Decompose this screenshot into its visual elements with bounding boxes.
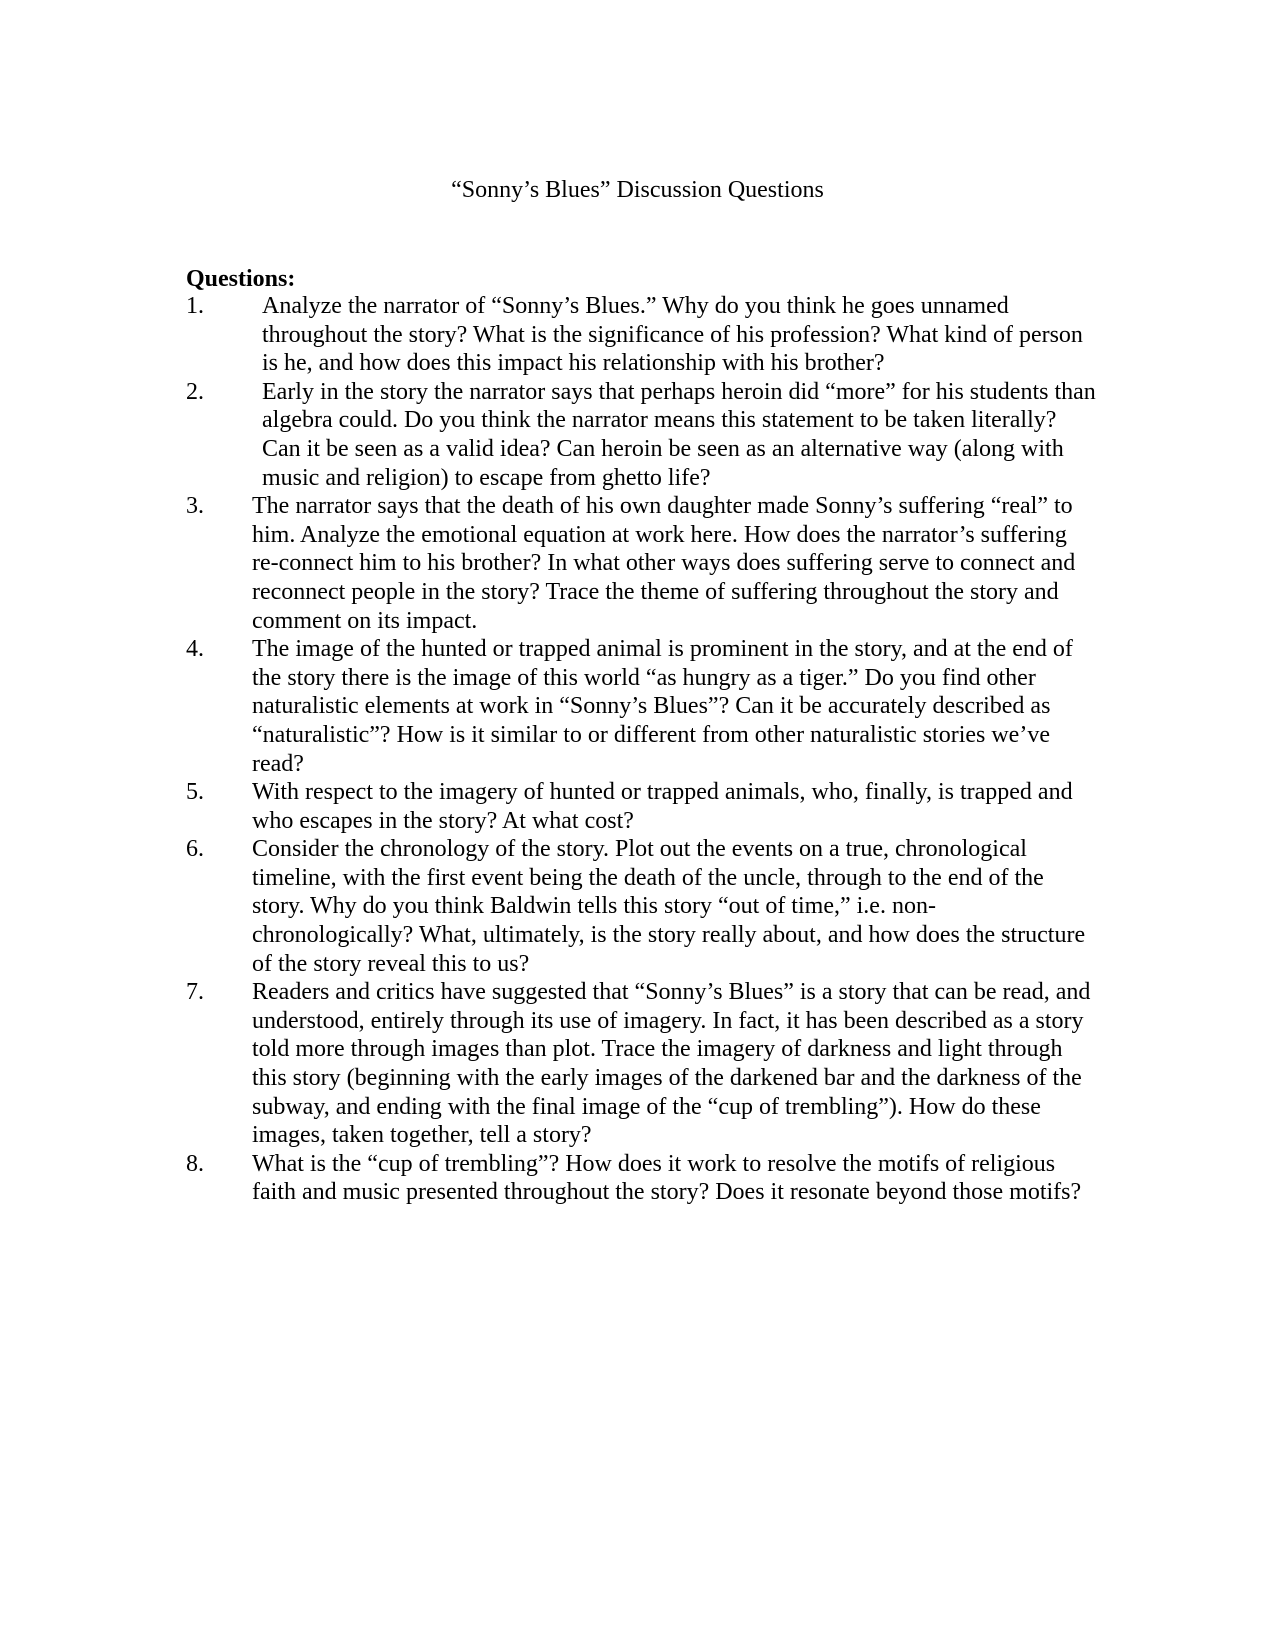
document-title: “Sonny’s Blues” Discussion Questions xyxy=(451,177,824,203)
question-item-8 xyxy=(186,1150,1096,1207)
question-text: The image of the hunted or trapped animal is prominent in the story, and at the end of the story there is the image of this world “as hungry as a tiger.” Do you find other naturalistic elements at work in “Sonny’s Blues”? Can it be accurately described as “naturalistic”? How is it similar to or different from other naturalistic stories we’ve read? xyxy=(252,636,1073,777)
question-text: Consider the chronology of the story. Plot out the events on a true, chronological timeline, with the first event being the death of the uncle, through to the end of the story. Why do you think Baldwin tells this story “out of time,” i.e. non-chronologically? What, ultimately, is the story really about, and how does the structure of the story reveal this to us? xyxy=(252,836,1086,977)
question-text: Readers and critics have suggested that “Sonny’s Blues” is a story that can be read, and understood, entirely through its use of imagery. In fact, it has been described as a story told more through images than plot. Trace the imagery of darkness and light through this story (beginning with the early images of the darkened bar and the darkness of the subway, and ending with the final image of the “cup of trembling”). How do these images, taken together, tell a story? xyxy=(252,979,1091,1149)
question-item-2 xyxy=(186,378,1096,492)
question-number: 3. xyxy=(186,493,204,520)
question-text: What is the “cup of trembling”? How does it work to resolve the motifs of religious faith and music presented throughout the story? Does it resonate beyond those motifs? xyxy=(252,1150,1082,1206)
question-number: 5. xyxy=(186,779,204,806)
question-text: Analyze the narrator of “Sonny’s Blues.” Why do you think he goes unnamed throughout the story? What is the significance of his profession? What kind of person is he, and how does this impact his relationship with his brother? xyxy=(262,293,1083,377)
question-list xyxy=(186,292,1096,1207)
question-text: Early in the story the narrator says that perhaps heroin did “more” for his students than algebra could. Do you think the narrator means this statement to be taken literally? Can it be seen as a valid idea? Can heroin be seen as an alternative way (along with music and religion) to escape from ghetto life? xyxy=(262,378,1096,491)
question-number: 8. xyxy=(186,1150,204,1177)
question-item-4 xyxy=(186,635,1096,778)
question-number: 2. xyxy=(186,378,204,405)
question-number: 4. xyxy=(186,636,204,663)
question-number: 7. xyxy=(186,979,204,1006)
question-text: With respect to the imagery of hunted or trapped animals, who, finally, is trapped and who escapes in the story? At what cost? xyxy=(252,779,1073,834)
question-number: 6. xyxy=(186,836,204,863)
question-item-7 xyxy=(186,978,1096,1150)
question-item-1 xyxy=(186,292,1096,378)
question-text: The narrator says that the death of his own daughter made Sonny’s suffering “real” to him. Analyze the emotional equation at work here. How does the narrator’s suffering re-connect him to his brother? In what other ways does suffering serve to connect and reconnect people in the story? Trace the theme of suffering throughout the story and comment on its impact. xyxy=(252,493,1076,634)
question-item-5 xyxy=(186,778,1096,835)
section-heading: Questions: xyxy=(186,266,296,292)
question-item-3 xyxy=(186,492,1096,635)
question-number: 1. xyxy=(186,293,204,319)
question-item-6 xyxy=(186,835,1096,978)
